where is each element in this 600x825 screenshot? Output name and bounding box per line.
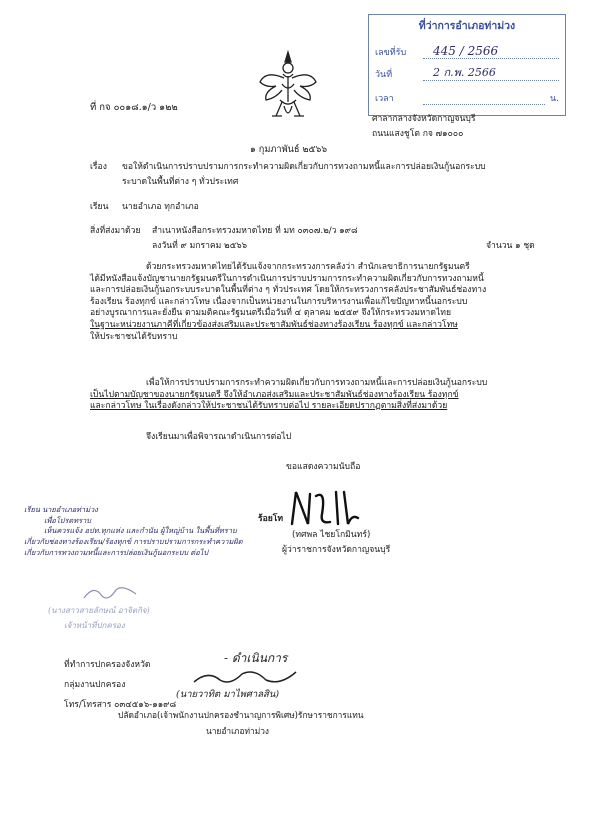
receiving-stamp: [368, 14, 566, 116]
paragraph-line: เป็นไปตามบัญชาของนายกรัฐมนตรี จึงให้อำเภอส่งเสริมและประชาสัมพันธ์ช่องทางร้องเรียน ร้องทุกข์: [90, 389, 459, 400]
annotation-line: เห็นควรแจ้ง อปท.ทุกแห่ง และกำนัน ผู้ใหญ่บ้าน ในพื้นที่ทราบ: [44, 526, 237, 536]
stamp-time-row: [375, 89, 559, 107]
paragraph-line: และกล่าวโทษ ในเรื่องดังกล่าวให้ประชาชนได้รับทราบต่อไป รายละเอียดปรากฏตามสิ่งที่ส่งมาด้วย: [90, 401, 448, 412]
closing-text: จึงเรียนมาเพื่อพิจารณาดำเนินการต่อไป: [146, 432, 292, 442]
side-annotation: [24, 505, 274, 559]
paragraph-line: อย่างบูรณาการและยั่งยืน ตามมติคณะรัฐมนตรีเมื่อวันที่ ๔ ตุลาคม ๒๕๕๙ จึงให้กระทรวงมหาดไทย: [90, 308, 451, 319]
stamp-date-row: [375, 65, 559, 83]
paragraph-line: ในฐานะหน่วยงานภาคีที่เกี่ยวข้องส่งเสริมและประชาสัมพันธ์ช่องทางร้องเรียน ร้องทุกข์ และกล่าวโทษ: [90, 319, 458, 330]
to-value: นายอำเภอ ทุกอำเภอ: [122, 202, 199, 212]
to-label: เรียน: [90, 202, 109, 212]
clerk-title: เจ้าหน้าที่ปกครอง: [64, 621, 125, 630]
paragraph-line: และการปล่อยเงินกู้นอกระบบระบาดในพื้นที่ต่าง ๆ ทั่วประเทศ โดยให้กระทรวงการคลังประชาสัมพันธ์ช่องทาง: [90, 285, 487, 296]
stamp-receive-row: [375, 43, 559, 61]
signer-rank: ร้อยโท: [258, 514, 284, 524]
approver-title-line1: ปลัดอำเภอ(เจ้าพนักงานปกครองชำนาญการพิเศษ)รักษาราชการแทน: [118, 710, 364, 720]
paragraph-line: ด้วยกระทรวงมหาดไทยได้รับแจ้งจากกระทรวงการคลังว่า สำนักเลขาธิการนายกรัฐมนตรี: [146, 262, 470, 272]
signer-name: (ทศพล ไชยโกมินทร์): [292, 530, 371, 540]
approver-name: (นายวาทิต มาไพศาลสิน): [176, 689, 280, 700]
enclosure-label: สิ่งที่ส่งมาด้วย: [90, 226, 141, 236]
clerk-signature-icon: [80, 582, 140, 604]
footer-office: ที่ทำการปกครองจังหวัด: [64, 660, 151, 670]
paragraph-line: ให้ประชาชนได้รับทราบ: [90, 331, 178, 342]
paragraph-line: ร้องเรียน ร้องทุกข์ และกล่าวโทษ เนื่องจากเป็นหน่วยงานในการบริหารงานเพื่อแก้ไขปัญหาหนี้นอกระบบ: [90, 296, 468, 307]
enclosure-date: ลงวันที่ ๙ มกราคม ๒๕๖๖: [152, 241, 248, 251]
paragraph-line: เพื่อให้การปราบปรามการกระทำความผิดเกี่ยวกับการทวงถามหนี้และการปล่อยเงินกู้นอกระบบ: [146, 378, 488, 388]
governor-signature-icon: [286, 484, 366, 530]
garuda-emblem-icon: [256, 48, 320, 124]
paragraph-line: ได้มีหนังสือแจ้งบัญชานายกรัฐมนตรีในการดำเนินการปราบปรามการกระทำความผิดเกี่ยวกับการทวงถามหนี้: [90, 273, 484, 284]
clerk-name: (นางสาวสายลักษณ์ อาจิตกิจ): [48, 606, 150, 615]
signer-title: ผู้ว่าราชการจังหวัดกาญจนบุรี: [282, 545, 391, 555]
stamp-title: ที่ว่าการอำเภอท่าม่วง: [418, 20, 516, 32]
approver-signature-icon: [190, 668, 300, 688]
stamp-receive-label: เลขที่รับ: [375, 47, 407, 58]
annotation-line: เพื่อโปรดทราบ: [44, 515, 91, 525]
document-number: ที่ กจ ๐๐๑๘.๑/ว ๑๒๒: [90, 102, 178, 113]
body-paragraph-2: [90, 378, 540, 413]
annotation-line: เกี่ยวกับช่องทางร้องเรียน/ร้องทุกข์ การปราบปรามการกระทำความผิด: [24, 537, 243, 547]
annotation-line: เรียน นายอำเภอท่าม่วง: [24, 505, 98, 514]
enclosure-value: สำเนาหนังสือกระทรวงมหาดไทย ที่ มท ๐๓๐๗.๒/ว ๑๙๘: [152, 226, 358, 236]
document-date: ๑ กุมภาพันธ์ ๒๕๖๖: [250, 144, 328, 155]
approval-word: ดำเนินการ: [231, 651, 288, 665]
body-paragraph-1: [90, 262, 540, 343]
stamp-time-suffix: น.: [549, 93, 559, 104]
office-address-line1: ศาลากลางจังหวัดกาญจนบุรี: [372, 114, 476, 124]
stamp-time-label: เวลา: [375, 93, 394, 104]
office-address-line2: ถนนแสงชูโต กจ ๗๑๐๐๐: [372, 129, 464, 139]
subject-label: เรื่อง: [90, 162, 107, 172]
stamp-date-value: 2 ก.พ. 2566: [433, 66, 496, 80]
approver-title-line2: นายอำเภอท่าม่วง: [206, 726, 270, 736]
annotation-line: เกี่ยวกับการทวงถามหนี้และการปล่อยเงินกู้นอกระบบ ต่อไป: [24, 547, 209, 557]
regards-text: ขอแสดงความนับถือ: [286, 462, 361, 472]
subject-line1: ขอให้ดำเนินการปราบปรามการกระทำความผิดเกี่ยวกับการทวงถามหนี้และการปล่อยเงินกู้นอกระบบ: [122, 162, 486, 172]
approval-note: - ดำเนินการ: [224, 651, 288, 665]
footer-phone: โทร/โทรสาร ๐๓๔๕๑๖-๑๑๙๘: [64, 700, 177, 710]
subject-line2: ระบาดในพื้นที่ต่าง ๆ ทั่วประเทศ: [122, 177, 239, 187]
stamp-date-label: วันที่: [375, 69, 393, 80]
enclosure-count: จำนวน ๑ ชุด: [486, 241, 535, 251]
footer-division: กลุ่มงานปกครอง: [64, 680, 126, 690]
stamp-receive-value: 445 / 2566: [433, 43, 499, 58]
